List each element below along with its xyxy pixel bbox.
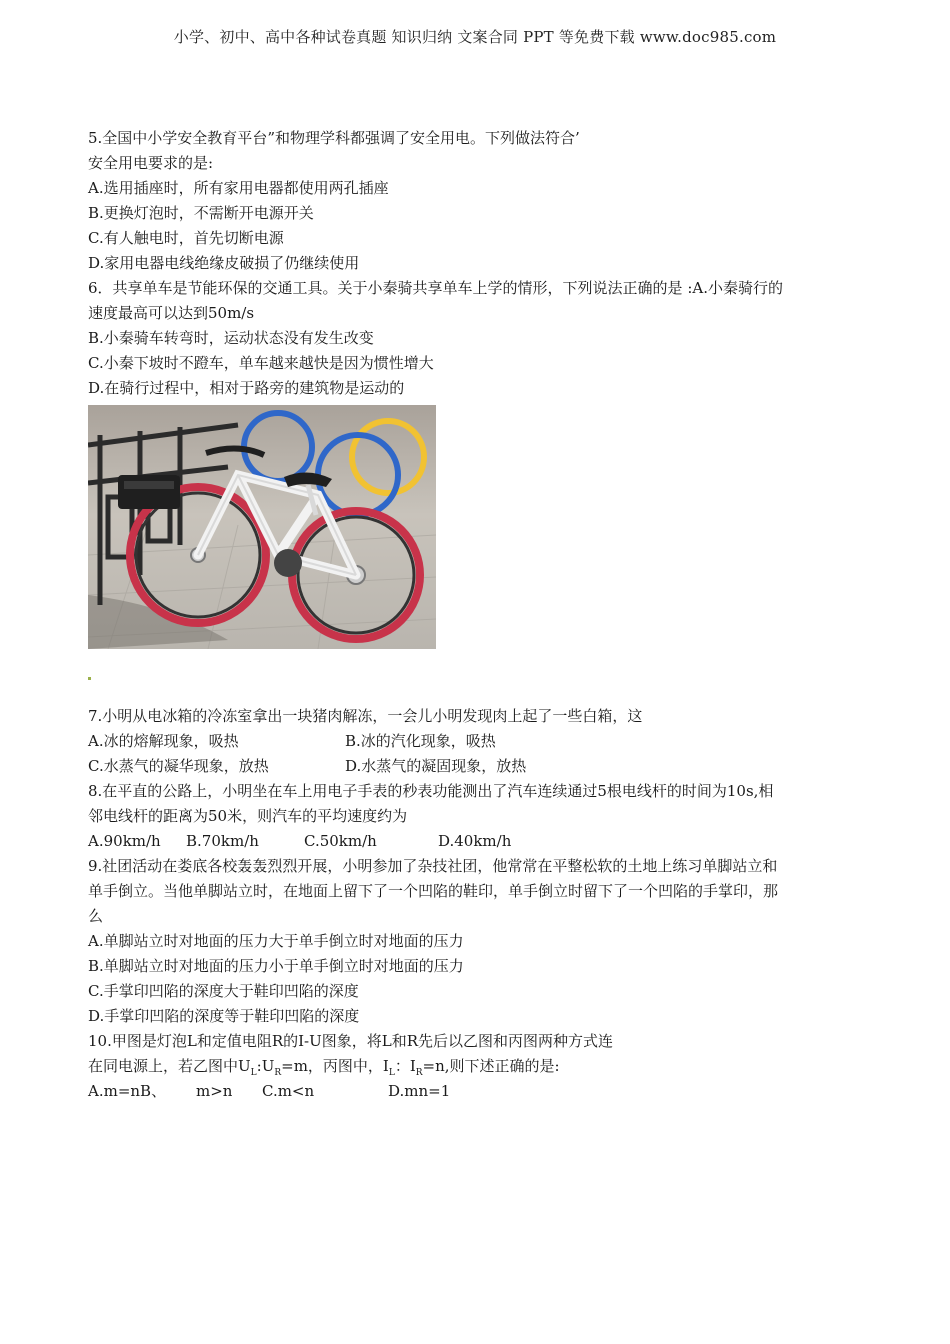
question-8-option-b: B.70km/h (186, 832, 259, 850)
question-10-option-d: D.mn=1 (388, 1082, 451, 1100)
question-8-option-d: D.40km/h (438, 832, 512, 850)
question-8-stem: 8.在平直的公路上，小明坐在车上用电子手表的秒表功能测出了汽车连续通过5根电线杆的时间为10s,相 (88, 782, 774, 800)
question-6-stem: 6．共享单车是节能环保的交通工具。关于小秦骑共享单车上学的情形，下列说法正确的是 :A.小秦骑行的 (88, 279, 783, 297)
question-10-option-b: m>n (196, 1082, 233, 1100)
q10-text-1: 在同电源上，若乙图中U (88, 1057, 251, 1075)
question-7-options-row-2 (88, 754, 868, 779)
question-9-stem-cont: 单手倒立。当他单脚站立时，在地面上留下了一个凹陷的鞋印，单手倒立时留下了一个凹陷的手掌印，那 (88, 882, 779, 900)
q10-text-5: =n,则下述正确的是: (422, 1057, 560, 1075)
question-7-option-c: C.水蒸气的凝华现象，放热 (88, 757, 269, 775)
question-10-stem: 10.甲图是灯泡L和定值电阻R的I-U图象，将L和R先后以乙图和丙图两种方式连 (88, 1032, 614, 1050)
question-10 (88, 1029, 868, 1104)
q10-text-4: ：I (394, 1057, 416, 1075)
crank (274, 549, 302, 577)
question-7-option-d: D.水蒸气的凝固现象，放热 (345, 757, 527, 775)
question-5-option-c: C.有人触电时，首先切断电源 (88, 229, 284, 247)
question-8-stem-cont: 邻电线杆的距离为50米，则汽车的平均速度约为 (88, 807, 408, 825)
question-7-option-a: A.冰的熔解现象，吸热 (88, 732, 239, 750)
shared-bikes-photo (88, 405, 436, 649)
q10-text-2: :U (256, 1057, 275, 1075)
question-7 (88, 704, 868, 779)
bike-photo-illustration (88, 405, 436, 649)
question-5-stem: 5.全国中小学安全教育平台”和物理学科都强调了安全用电。下列做法符合’ (88, 129, 580, 147)
question-9-option-b: B.单脚站立时对地面的压力小于单手倒立时对地面的压力 (88, 957, 464, 975)
handlebar (206, 448, 264, 455)
question-9 (88, 854, 868, 1029)
question-8-option-c: C.50km/h (304, 832, 377, 850)
subscript-l-2: L (388, 1068, 395, 1078)
question-5-option-b: B.更换灯泡时，不需断开电源开关 (88, 204, 314, 222)
subscript-l-1: L (250, 1068, 257, 1078)
question-6-option-d: D.在骑行过程中，相对于路旁的建筑物是运动的 (88, 379, 405, 397)
question-6-option-b: B.小秦骑车转弯时，运动状态没有发生改变 (88, 329, 374, 347)
question-7-options-row-1 (88, 729, 868, 754)
question-9-stem-end: 么 (88, 907, 104, 925)
question-5-option-a: A.选用插座时，所有家用电器都使用两孔插座 (88, 179, 389, 197)
question-7-option-b: B.冰的汽化现象，吸热 (345, 732, 496, 750)
question-5 (88, 126, 868, 276)
question-8-options (88, 829, 868, 854)
question-6 (88, 276, 868, 401)
question-10-option-a: A.m=nB、 (88, 1082, 167, 1100)
subscript-r-2: R (415, 1068, 423, 1078)
bike-basket (118, 475, 180, 509)
question-9-stem: 9.社团活动在娄底各校轰轰烈烈开展，小明参加了杂技社团，他常常在平整松软的土地上练习单脚站立和 (88, 857, 778, 875)
subscript-r-1: R (274, 1068, 282, 1078)
question-8 (88, 779, 868, 854)
question-5-stem-cont: 安全用电要求的是: (88, 154, 214, 172)
question-5-option-d: D.家用电器电线绝缘皮破损了仍继续使用 (88, 254, 360, 272)
question-10-stem-cont (88, 1054, 868, 1079)
question-6-option-c: C.小秦下坡时不蹬车，单车越来越快是因为惯性增大 (88, 354, 434, 372)
question-9-option-d: D.手掌印凹陷的深度等于鞋印凹陷的深度 (88, 1007, 360, 1025)
yellow-bike-wheel (352, 421, 424, 493)
bike-seat (284, 472, 332, 487)
question-6-stem-cont: 速度最高可以达到50m/s (88, 304, 255, 322)
page-header: 小学、初中、高中各种试卷真题 知识归纳 文案合同 PPT 等免费下载 www.doc985.com (173, 28, 777, 46)
question-10-options (88, 1079, 868, 1104)
question-9-option-a: A.单脚站立时对地面的压力大于单手倒立时对地面的压力 (88, 932, 464, 950)
question-9-option-c: C.手掌印凹陷的深度大于鞋印凹陷的深度 (88, 982, 359, 1000)
question-7-stem: 7.小明从电冰箱的冷冻室拿出一块猪肉解冻，一会儿小明发现肉上起了一些白箱，这 (88, 707, 643, 725)
question-10-option-c: C.m<n (262, 1082, 315, 1100)
question-8-option-a: A.90km/h (88, 832, 161, 850)
q10-text-3: =m，丙图中，I (281, 1057, 389, 1075)
exam-content (88, 126, 868, 1104)
